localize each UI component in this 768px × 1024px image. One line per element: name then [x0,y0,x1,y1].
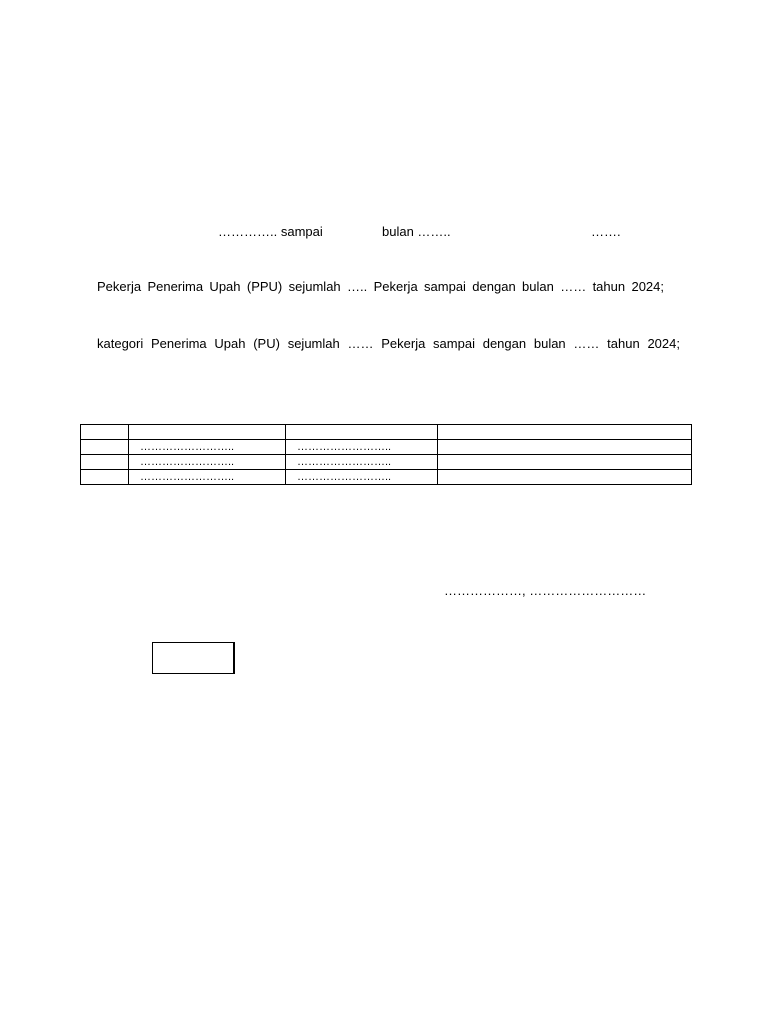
table-cell: …………………….. [129,470,286,485]
table-row [81,455,692,470]
table-cell [81,455,129,470]
table-cell [438,425,692,440]
table-cell [438,440,692,455]
table-cell [438,455,692,470]
stamp-box [152,642,235,674]
table-cell [286,425,438,440]
place-date-text: ………………, ……………………… [444,583,647,598]
table-cell: …………………….. [129,440,286,455]
month-text: bulan …….. [382,224,451,239]
pu-paragraph: kategori Penerima Upah (PU) sejumlah …… Pekerja sampai dengan bulan …… tahun 2024; [97,336,680,351]
table-header-row [81,425,692,440]
table-row [81,470,692,485]
year-blank-text: ……. [591,224,621,239]
ppu-paragraph: Pekerja Penerima Upah (PPU) sejumlah ….. Pekerja sampai dengan bulan …… tahun 2024; [97,279,664,294]
table-cell: …………………….. [286,440,438,455]
table-cell [81,425,129,440]
table-cell [81,470,129,485]
participants-table [80,424,692,485]
table-cell: …………………….. [129,455,286,470]
table-cell: …………………….. [286,470,438,485]
table-cell [438,470,692,485]
table-cell: …………………….. [286,455,438,470]
period-start-text: ………….. sampai [218,224,323,239]
table-cell [129,425,286,440]
table-cell [81,440,129,455]
table-row [81,440,692,455]
